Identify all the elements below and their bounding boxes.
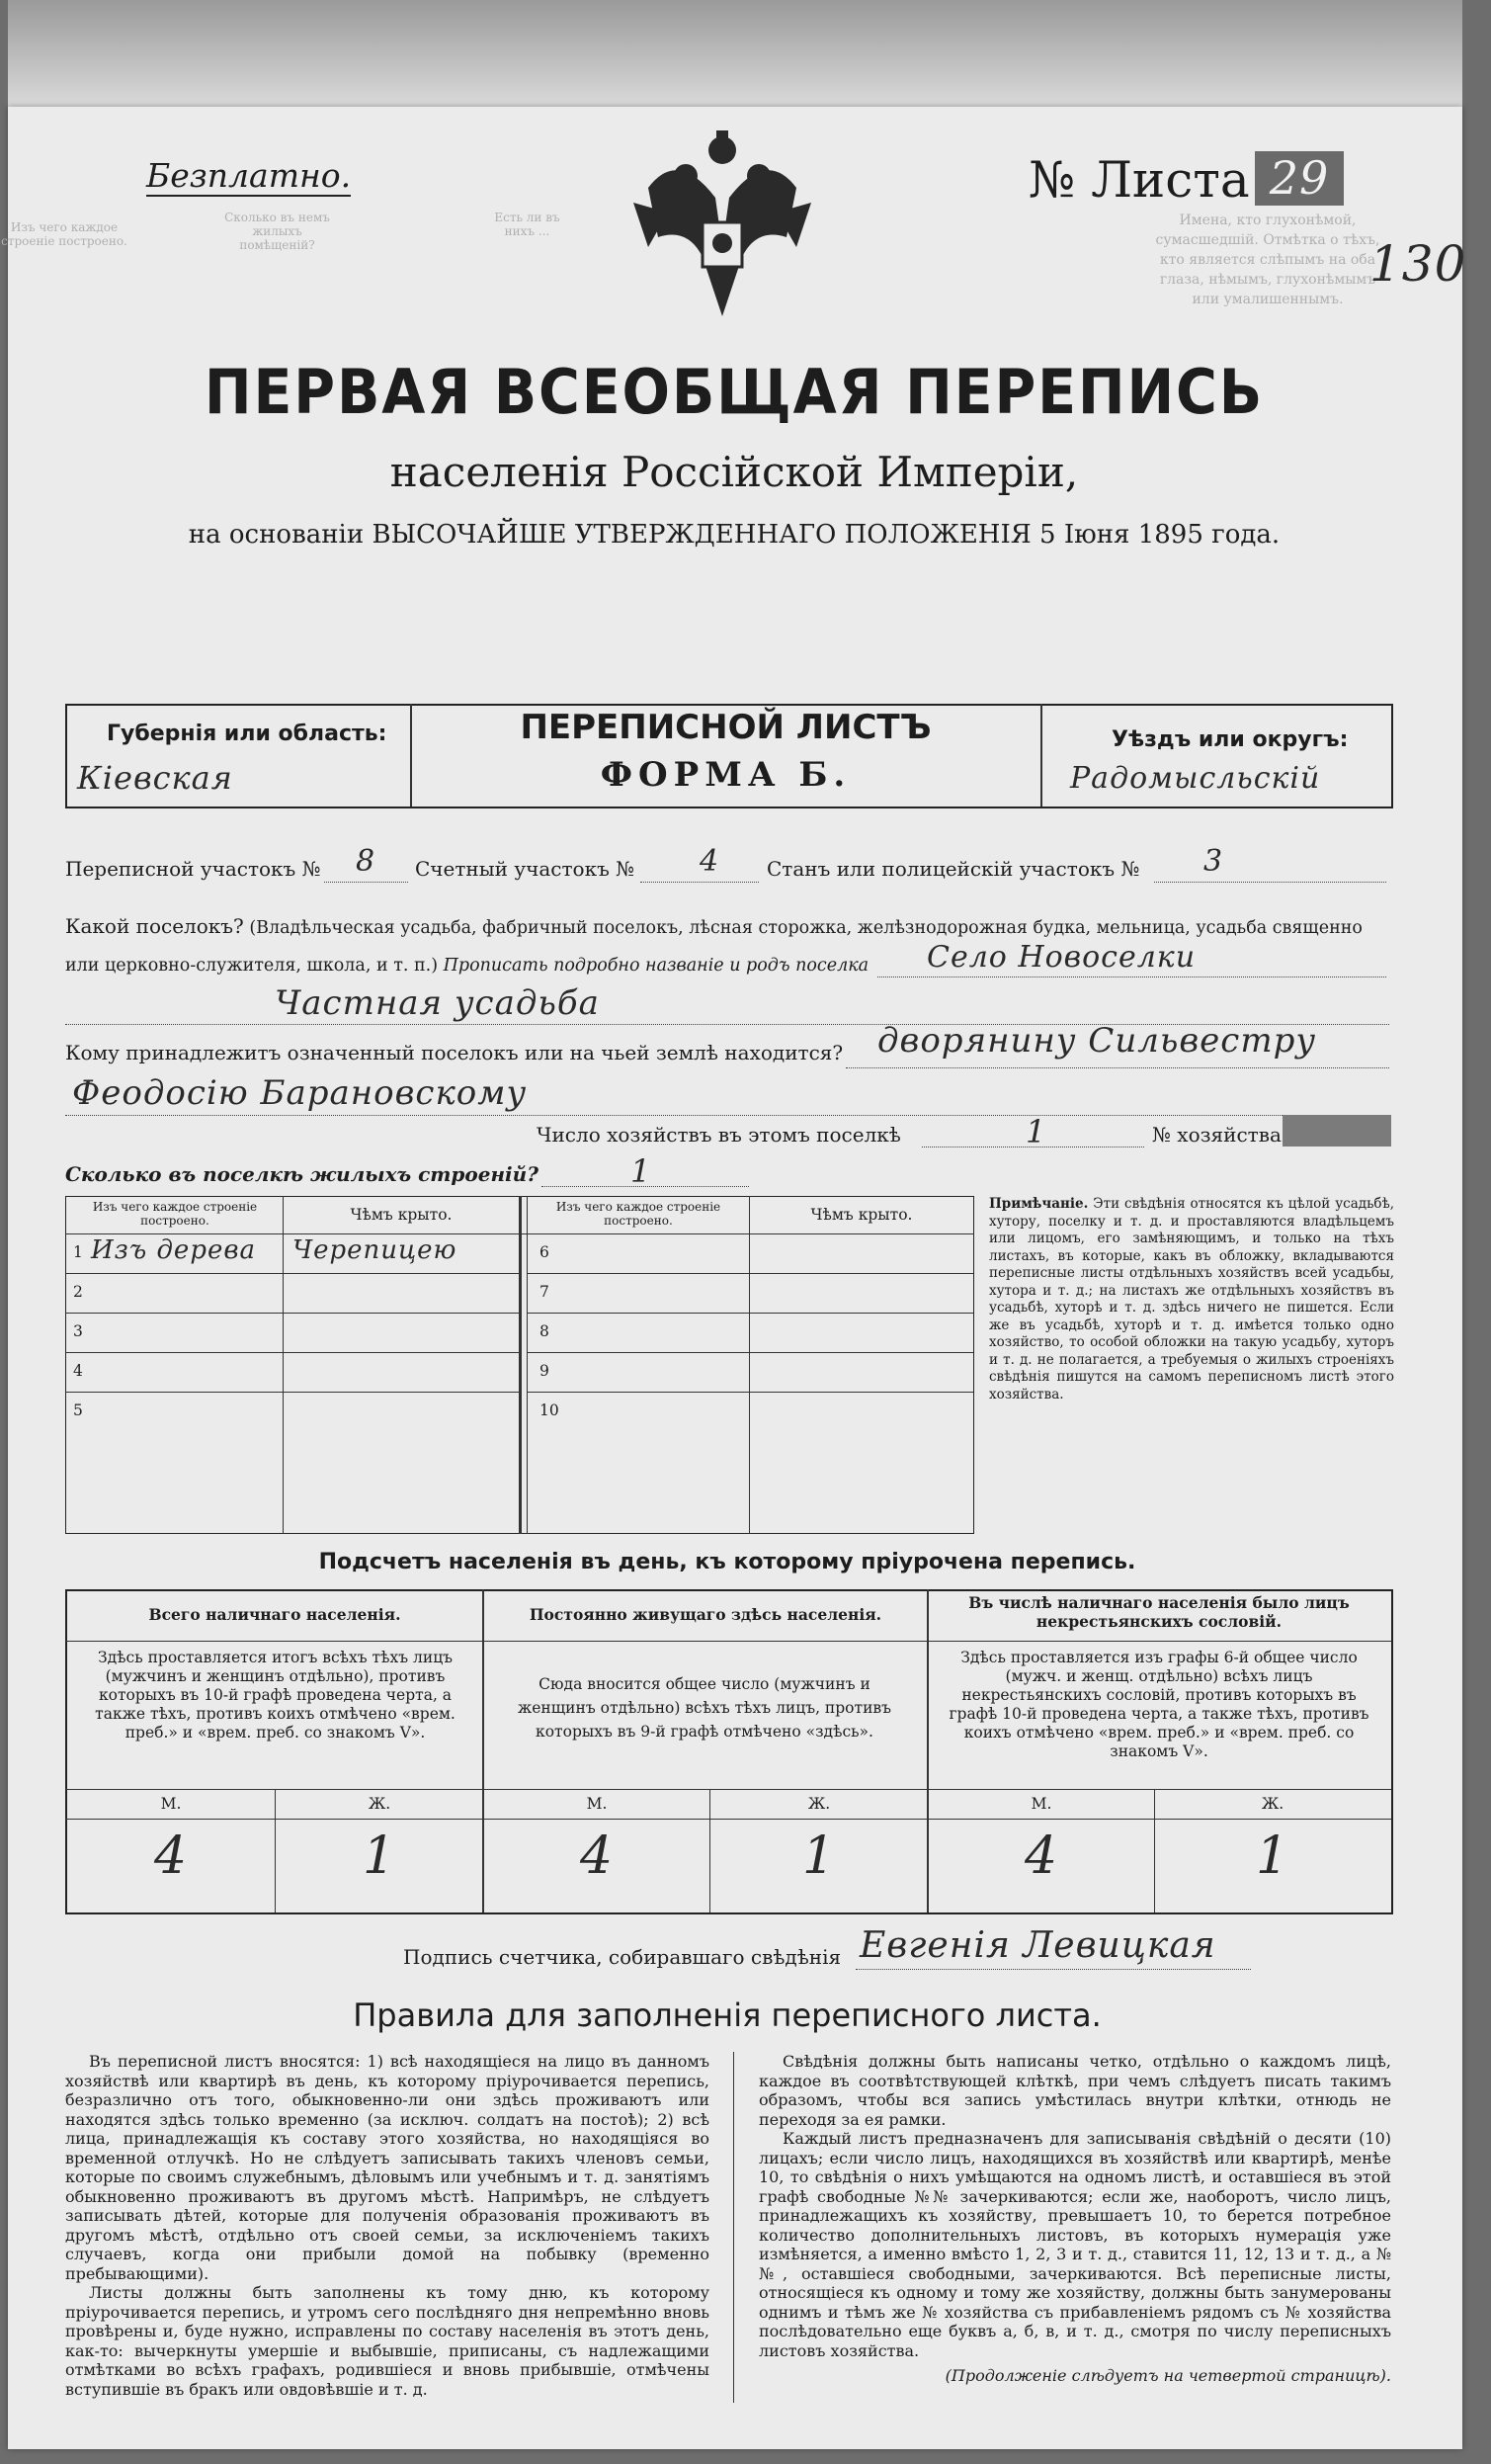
row-number: 8 <box>539 1322 549 1340</box>
signature-label: Подпись счетчика, собиравшаго свѣдѣнія <box>403 1945 842 1969</box>
province-value: Кiевская <box>77 759 233 797</box>
count-header: Въ числѣ наличнаго населенія было лицъ некрестьянскихъ сословій. <box>968 1593 1350 1631</box>
count-instruction: Здѣсь проставляется изъ графы 6-й общее число (мужч. и женщ. отдѣльно) всѣхъ лицъ некрестьянскихъ сословій, противъ которыхъ въ графѣ 10-й проведена черта, а также тѣхъ, противъ коихъ отмѣчено «врем. преб.» и «врем. преб. со знакомъ V». <box>949 1649 1369 1760</box>
household-no-label: № хозяйства <box>1152 1123 1282 1147</box>
rules-left-column <box>65 2052 709 2399</box>
district-value: Радомысльскій <box>1070 761 1321 796</box>
form-box-divider-right <box>1040 704 1042 807</box>
sheet-title: ПЕРЕПИСНОЙ ЛИСТЪ <box>520 708 932 747</box>
note-text: Эти свѣдѣнія относятся къ цѣлой усадьбѣ, хутору, поселку и т. д. и проставляются владѣльцемъ или лицомъ, его замѣняющимъ, и только на тѣхъ листахъ, въ которые, какъ въ обложку, вкладываются переписные листы отдѣльныхъ хозяйствъ всей усадьбы, хутора и т. д.; на листахъ же отдѣльныхъ хозяйствъ въ усадьбѣ, хуторѣ и т. д. здѣсь ничего не пишется. Если же въ усадьбѣ, хуторѣ и т. д. имѣется только одно хозяйство, то особой обложки на такую усадьбу, хуторъ и т. д. не полагается, а требуемыя о жилыхъ строеніяхъ свѣдѣнія пишутся на самомъ переписномъ листѣ этого хозяйства. <box>989 1196 1394 1402</box>
col-material-right: Изъ чего каждое строеніе построено. <box>555 1200 721 1228</box>
count-section-title: Подсчетъ населенія въ день, къ которому пріурочена перепись. <box>318 1550 1136 1574</box>
female-label: Ж. <box>807 1795 831 1813</box>
male-count: 4 <box>1024 1827 1059 1886</box>
province-label: Губернія или область: <box>107 722 387 746</box>
rules-title: Правила для заполненія переписного листа. <box>353 1997 1102 2034</box>
count-header: Постоянно живущаго здѣсь населенія. <box>529 1605 882 1624</box>
settlement-type: Частная усадьба <box>275 983 600 1023</box>
row-number: 10 <box>539 1402 559 1419</box>
ghost-column-text-1: Изъ чего каждое строеніе построено. <box>1 220 127 248</box>
household-no-redacted <box>1283 1115 1391 1147</box>
archive-number: 130 <box>1369 235 1467 293</box>
row-number: 2 <box>73 1283 83 1301</box>
document-title: ПЕРВАЯ ВСЕОБЩАЯ ПЕРЕПИСЬ <box>204 356 1265 428</box>
top-scan-edge <box>8 0 1462 107</box>
continuation-note: (Продолженіе слѣдуетъ на четвертой страницѣ). <box>945 2366 1391 2385</box>
rules-right-column <box>759 2052 1391 2386</box>
count-district-value: 4 <box>700 844 720 879</box>
note-title: Примѣчаніе. <box>989 1196 1089 1212</box>
row-number: 1 <box>73 1243 83 1261</box>
households-label: Число хозяйствъ въ этомъ поселкѣ <box>537 1123 901 1147</box>
ghost-column-text-2: Сколько въ немъ жилыхъ помѣщеній? <box>224 211 330 252</box>
document-subtitle: населенія Россійской Имперіи, <box>389 448 1079 496</box>
district-label: Уѣздъ или округъ: <box>1112 727 1349 752</box>
row-roof: Черепицею <box>292 1235 457 1265</box>
female-label: Ж. <box>1261 1795 1284 1813</box>
census-sheet <box>1 107 1467 2449</box>
male-label: М. <box>1031 1795 1052 1813</box>
sheet-number-value: 29 <box>1255 151 1344 206</box>
count-header: Всего наличнаго населенія. <box>148 1605 401 1624</box>
double-headed-eagle-emblem <box>628 128 816 326</box>
settlement-name: Село Новоселки <box>927 940 1197 975</box>
owner-value-line2: Феодосію Барановскому <box>72 1073 528 1113</box>
female-label: Ж. <box>368 1795 391 1813</box>
col-roof-right: Чѣмъ крыто. <box>810 1206 913 1224</box>
note-block <box>989 1196 1394 1403</box>
count-district-label: Счетный участокъ № <box>415 857 635 881</box>
male-count: 4 <box>579 1827 615 1886</box>
settlement-question: Какой поселокъ? (Владѣльческая усадьба, фабричный поселокъ, лѣсная сторожка, желѣзнодорожная будка, мельница, усадьба священно или церковно-служителя, школа, и т. п.) Прописать подробно названіе и родъ поселка <box>65 914 1363 976</box>
row-number: 4 <box>73 1362 83 1380</box>
police-district-value: 3 <box>1203 844 1224 879</box>
row-number: 5 <box>73 1402 83 1419</box>
legal-basis: на основаніи ВЫСОЧАЙШЕ УТВЕРЖДЕННАГО ПОЛОЖЕНІЯ 5 Іюня 1895 года. <box>188 520 1281 550</box>
rules-paragraph: Каждый листъ предназначенъ для записыванія свѣдѣній о десяти (10) лицахъ; если число лицъ, находящихся въ хозяйствѣ или квартирѣ, менѣе 10, то свѣдѣнія о нихъ умѣщаются на одномъ листѣ, и оставшіеся въ этой графѣ свободные №№ зачеркиваются; если же, наоборотъ, число лицъ, принадлежащихъ къ хозяйству, превышаетъ 10, то берется потребное количество дополнительныхъ листовъ, въ которыхъ нумерація уже измѣняется, а именно вмѣсто 1, 2, 3 и т. д., ставится 11, 12, 13 и т. д., а №№, оставшіеся свободными, зачеркиваются. Всѣ переписные листы, относящіеся къ одному и тому же хозяйству, должны быть занумерованы однимъ и тѣмъ же № хозяйства съ прибавленіемъ рядомъ съ № хозяйства послѣдовательно еще буквъ а, б, в, и т. д., смотря по числу переписныхъ листовъ хозяйства. <box>759 2129 1391 2360</box>
sheet-number-label: № Листа <box>1029 151 1250 209</box>
ghost-column-text-4: Имена, кто глухонѣмой, сумасшедшій. Отмѣтка о тѣхъ, кто является слѣпымъ на оба глаза, нѣмымъ, глухонѣмымъ или умалишеннымъ. <box>1155 212 1380 307</box>
census-district-label: Переписной участокъ № <box>65 857 321 881</box>
free-label: Безплатно. <box>146 156 352 195</box>
ghost-column-text-3: Есть ли въ нихъ ... <box>494 211 560 238</box>
police-district-label: Станъ или полицейскій участокъ № <box>767 857 1140 881</box>
col-material-left: Изъ чего каждое строеніе построено. <box>92 1200 258 1228</box>
female-count: 1 <box>801 1827 837 1886</box>
rules-paragraph: Листы должны быть заполнены къ тому дню, къ которому пріурочивается перепись, и утромъ сего послѣдняго дня непремѣнно вновь провѣрены и, буде нужно, исправлены по составу населенія въ этотъ день, как-то: вычеркнуты умершіе и выбывшіе, приписаны, съ надлежащими отмѣтками во всѣхъ графахъ, родившіеся и вновь прибывшіе, отмѣчены вступившіе въ бракъ или овдовѣвшіе и т. д. <box>65 2283 709 2399</box>
col-roof-left: Чѣмъ крыто. <box>350 1206 453 1224</box>
buildings-value: 1 <box>630 1152 652 1190</box>
female-count: 1 <box>362 1827 397 1886</box>
male-label: М. <box>160 1795 182 1813</box>
row-material: Изъ дерева <box>91 1235 256 1265</box>
buildings-label: Сколько въ поселкѣ жилыхъ строеній? <box>65 1162 538 1186</box>
female-count: 1 <box>1255 1827 1290 1886</box>
row-number: 7 <box>539 1283 549 1301</box>
owner-label: Кому принадлежитъ означенный поселокъ или на чьей землѣ находится? <box>65 1041 844 1064</box>
households-value: 1 <box>1026 1113 1047 1150</box>
rules-paragraph: Свѣдѣнія должны быть написаны четко, отдѣльно о каждомъ лицѣ, каждое въ соотвѣтствующей клѣткѣ, при чемъ слѣдуетъ писать такимъ образомъ, чтобы вся запись умѣстилась внутри клѣтки, отнюдь не переходя за ея рамки. <box>759 2052 1391 2129</box>
form-label: ФОРМА Б. <box>600 755 852 795</box>
census-district-value: 8 <box>356 844 376 879</box>
count-instruction: Здѣсь проставляется итогъ всѣхъ тѣхъ лицъ (мужчинъ и женщинъ отдѣльно), противъ которыхъ въ 10-й графѣ проведена черта, а также тѣхъ, противъ коихъ отмѣчено «врем. преб.» и «врем. преб. со знакомъ V». <box>95 1649 456 1742</box>
owner-value-line1: дворянину Сильвестру <box>877 1021 1317 1061</box>
row-number: 9 <box>539 1362 549 1380</box>
row-number: 3 <box>73 1322 83 1340</box>
signature-value: Евгенія Левицкая <box>860 1925 1216 1966</box>
male-count: 4 <box>153 1827 189 1886</box>
row-number: 6 <box>539 1243 549 1261</box>
male-label: М. <box>586 1795 608 1813</box>
count-instruction: Сюда вносится общее число (мужчинъ и женщинъ отдѣльно) всѣхъ тѣхъ лицъ, противъ которыхъ въ 9-й графѣ отмѣчено «здѣсь». <box>517 1675 892 1741</box>
rules-paragraph: Въ переписной листъ вносятся: 1) всѣ находящіеся на лицо въ данномъ хозяйствѣ или квартирѣ въ день, къ которому пріурочивается перепись, безразлично отъ того, обыкновенно-ли они здѣсь проживаютъ или находятся здѣсь только временно (за исключ. солдатъ на постоѣ); 2) всѣ лица, принадлежащія къ составу этого хозяйства, но находящіяся во временной отлучкѣ. Но не слѣдуетъ записывать такихъ членовъ семьи, которые по своимъ служебнымъ, дѣловымъ или учебнымъ и т. д. занятіямъ обыкновенно проживаютъ въ другомъ мѣстѣ. Напримѣръ, не слѣдуетъ записывать дѣтей, которые для полученія образованія проживаютъ въ другомъ мѣстѣ, отдѣльно отъ своей семьи, за исключеніемъ такихъ случаевъ, когда они прибыли домой на побывку (временно пребывающими). <box>65 2052 709 2283</box>
